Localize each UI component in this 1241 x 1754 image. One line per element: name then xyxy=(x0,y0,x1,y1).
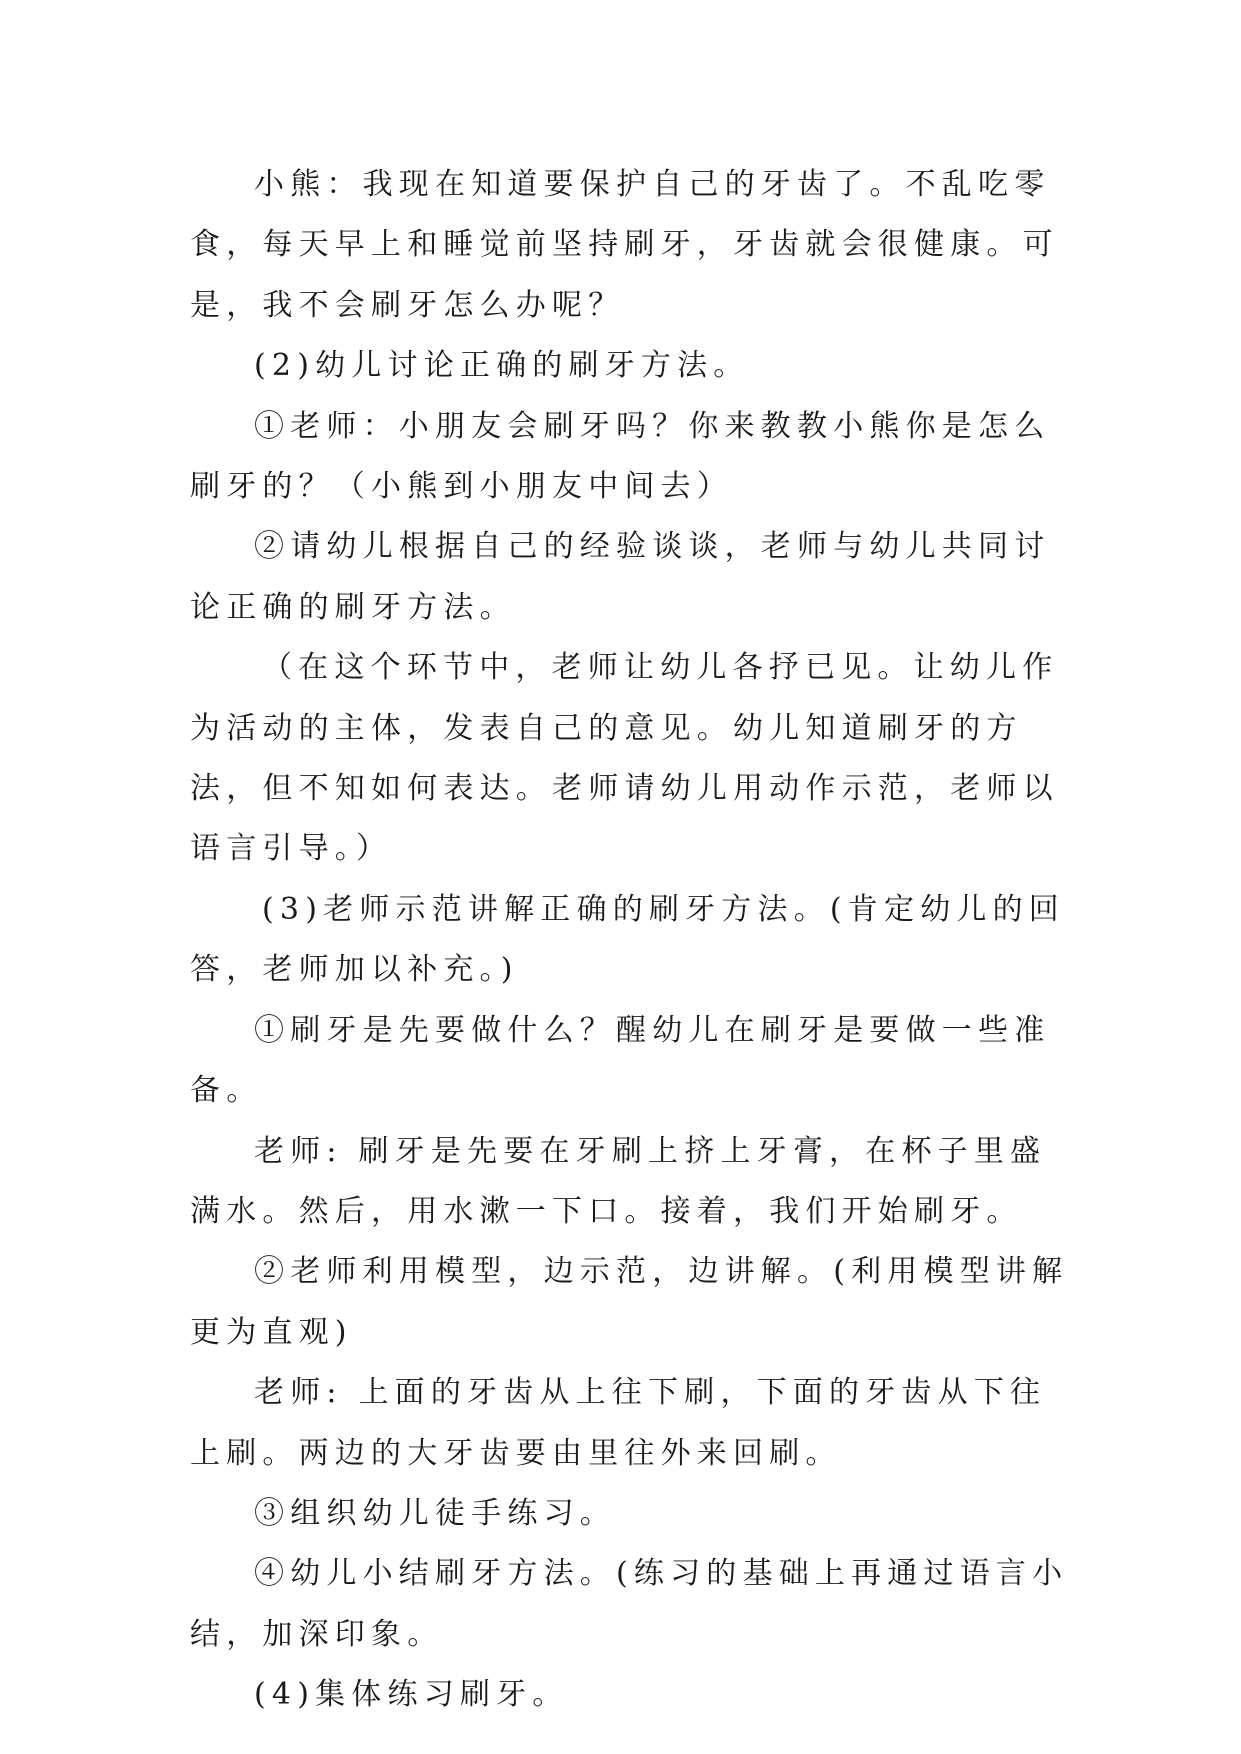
paragraph-preparation-question: ①刷牙是先要做什么？醒幼儿在刷牙是要做一些准备。 xyxy=(190,1012,1051,1109)
paragraph-model-demo: ②老师利用模型，边示范，边讲解。(利用模型讲解更为直观) xyxy=(190,1254,1069,1350)
paragraph-bear-speech: 小熊：我现在知道要保护自己的牙齿了。不乱吃零食，每天早上和睡觉前坚持刷牙，牙齿就会很健康。可是，我不会刷牙怎么办呢？ xyxy=(190,167,1059,323)
document-body xyxy=(190,155,1070,1726)
paragraph-teacher-brushing: 老师: 上面的牙齿从上往下刷，下面的牙齿从下往上刷。两边的大牙齿要由里往外来回刷。 xyxy=(190,1375,1047,1471)
paragraph-summary: ④幼儿小结刷牙方法。(练习的基础上再通过语言小结，加深印象。 xyxy=(190,1556,1069,1652)
paragraph-children-discuss: ②请幼儿根据自己的经验谈谈，老师与幼儿共同讨论正确的刷牙方法。 xyxy=(190,529,1051,625)
paragraph-step-3-demonstration: (3)老师示范讲解正确的刷牙方法。(肯定幼儿的回答，老师加以补充。) xyxy=(190,891,1065,988)
paragraph-teacher-question: ①老师：小朋友会刷牙吗？你来教教小熊你是怎么刷牙的？（小熊到小朋友中间去） xyxy=(190,408,1051,505)
paragraph-practice: ③组织幼儿徒手练习。 xyxy=(254,1495,616,1531)
paragraph-step-4-group-practice: (4)集体练习刷牙。 xyxy=(254,1677,569,1713)
paragraph-teacher-preparation: 老师: 刷牙是先要在牙刷上挤上牙膏，在杯子里盛满水。然后，用水漱一下口。接着，我们开始刷牙。 xyxy=(190,1133,1047,1229)
paragraph-step-2-discussion: (2)幼儿讨论正确的刷牙方法。 xyxy=(254,348,750,384)
paragraph-note-discussion: （在这个环节中，老师让幼儿各抒已见。让幼儿作为活动的主体，发表自己的意见。幼儿知道刷牙的方法，但不知如何表达。老师请幼儿用动作示范，老师以语言引导。） xyxy=(190,650,1059,867)
